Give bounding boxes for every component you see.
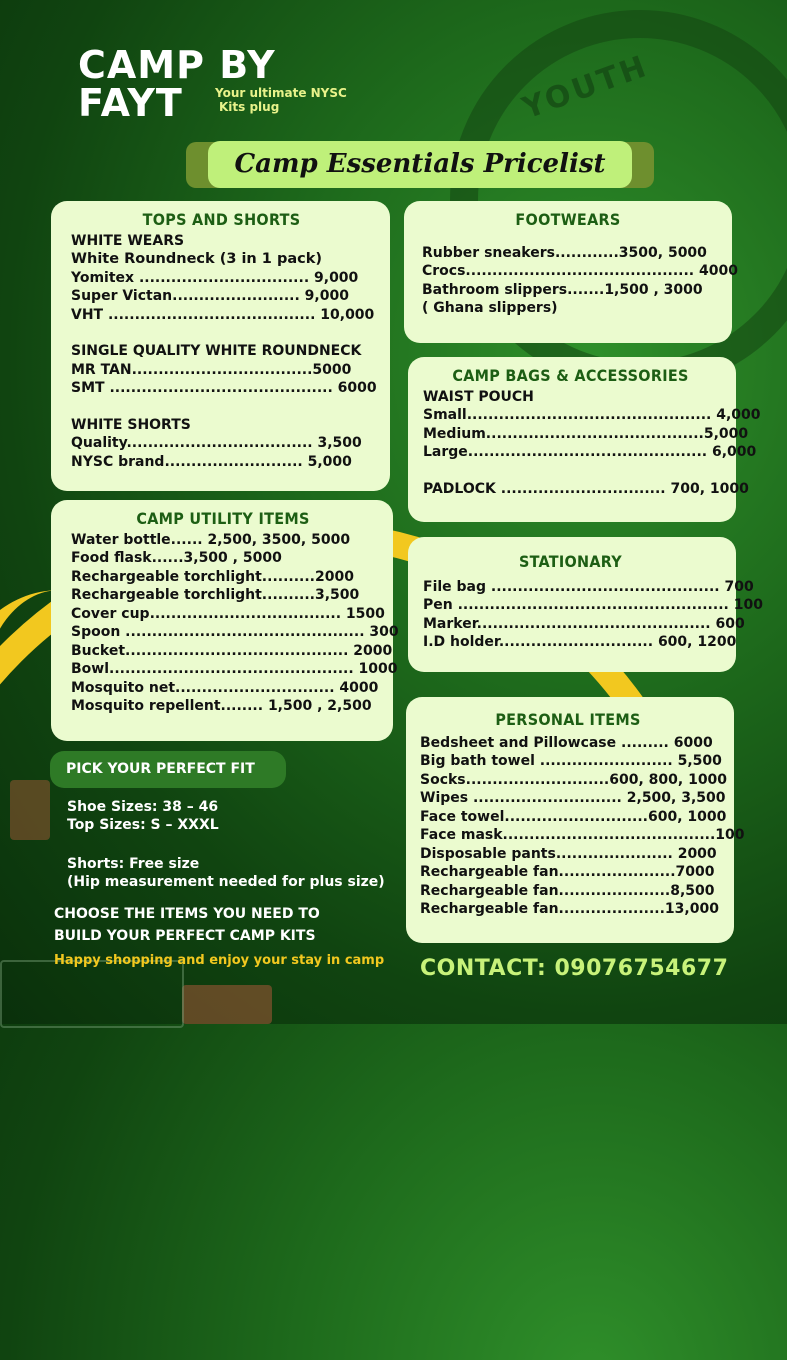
price-row: Yomitex ................................ 9,000 [71, 269, 359, 286]
white-shorts-label: WHITE SHORTS [71, 416, 191, 433]
price-row: Rechargeable fan....................13,000 [420, 901, 719, 917]
price-row: Food flask......3,500 , 5000 [71, 550, 282, 566]
tagline-line1: Your ultimate NYSC [215, 86, 347, 100]
happy-shopping-note: Happy shopping and enjoy your stay in camp [54, 953, 385, 968]
shopping-bag-decoration [182, 985, 272, 1024]
price-row: SMT .......................................... 6000 [71, 380, 377, 396]
price-row: Face mask........................................100 [420, 827, 745, 843]
price-row: VHT ....................................... 10,000 [71, 306, 375, 323]
shopping-cart-decoration [0, 960, 184, 1028]
price-row: MR TAN..................................5000 [71, 361, 352, 378]
brand-name-line1: CAMP BY [78, 43, 276, 87]
price-row: Rechargeable torchlight..........2000 [71, 568, 354, 585]
single-quality-label: SINGLE QUALITY WHITE ROUNDNECK [71, 343, 362, 359]
tops-and-shorts-card [51, 201, 390, 491]
call-to-action [54, 903, 320, 947]
price-row: Big bath towel ......................... 5,500 [420, 753, 722, 769]
price-row: Cover cup.................................... 1500 [71, 605, 385, 622]
cta-line1: CHOOSE THE ITEMS YOU NEED TO [54, 906, 320, 922]
price-row: Mosquito repellent........ 1,500 , 2,500 [71, 698, 372, 714]
tagline-line2: Kits plug [219, 100, 280, 114]
shorts-info [67, 855, 385, 891]
price-row: Mosquito net.............................. 4000 [71, 679, 379, 696]
price-row: Rechargeable fan......................7000 [420, 864, 715, 880]
price-row: Bedsheet and Pillowcase ......... 6000 [420, 734, 713, 751]
cta-line2: BUILD YOUR PERFECT CAMP KITS [54, 928, 316, 944]
price-row: Rechargeable torchlight..........3,500 [71, 587, 360, 603]
brand-name-line2: FAYT [78, 81, 183, 125]
price-row: File bag ........................................... 700 [423, 578, 754, 595]
roundneck-label: White Roundneck (3 in 1 pack) [71, 251, 322, 267]
price-row: Pen ................................................... 100 [423, 597, 763, 613]
price-row: Rechargeable fan.....................8,500 [420, 882, 715, 899]
stationary-card [408, 537, 763, 672]
personal-items-card [406, 697, 745, 943]
price-row: Disposable pants...................... 2000 [420, 845, 717, 862]
price-row: Small.............................................. 4,000 [423, 407, 761, 423]
camp-utility-card [51, 500, 399, 741]
top-sizes: Top Sizes: S – XXXL [67, 817, 219, 833]
footwears-heading: FOOTWEARS [515, 210, 621, 229]
price-row: Bathroom slippers.......1,500 , 3000 [422, 281, 703, 298]
price-row: PADLOCK ............................... 700, 1000 [423, 480, 749, 497]
price-row: Socks...........................600, 800, 1000 [420, 771, 728, 788]
price-row: Wipes ............................ 2,500, 3,500 [420, 790, 726, 806]
shopping-bag-decoration [10, 780, 50, 840]
price-row: Super Victan........................ 9,000 [71, 288, 349, 304]
hip-note: (Hip measurement needed for plus size) [67, 874, 385, 890]
camp-bags-card [408, 357, 761, 522]
tops-heading: TOPS AND SHORTS [142, 210, 301, 229]
price-row: Crocs........................................... 4000 [422, 263, 738, 279]
utility-heading: CAMP UTILITY ITEMS [136, 509, 310, 528]
emblem-watermark-text: YOUTH [517, 48, 654, 127]
price-row: Bucket.......................................... 2000 [71, 642, 393, 659]
price-row: Water bottle...... 2,500, 3500, 5000 [71, 531, 351, 548]
price-row: Large............................................. 6,000 [423, 444, 757, 460]
price-row: Rubber sneakers............3500, 5000 [422, 244, 707, 261]
footwears-card [404, 201, 738, 343]
personal-heading: PERSONAL ITEMS [495, 710, 641, 729]
size-info [67, 798, 219, 834]
price-row: Quality................................... 3,500 [71, 435, 362, 451]
bags-heading: CAMP BAGS & ACCESSORIES [452, 366, 689, 385]
price-row: Spoon ............................................. 300 [71, 624, 399, 640]
price-row: I.D holder............................. 600, 1200 [423, 634, 737, 650]
price-row: NYSC brand.......................... 5,000 [71, 453, 352, 470]
price-row: Face towel...........................600, 1000 [420, 808, 727, 825]
page-title: Camp Essentials Pricelist [208, 141, 632, 188]
price-row: Bowl.............................................. 1000 [71, 661, 398, 677]
contact-phone[interactable]: CONTACT: 09076754677 [420, 956, 729, 981]
waist-pouch-label: WAIST POUCH [423, 388, 534, 405]
price-row: ( Ghana slippers) [422, 300, 558, 316]
brand-tagline [215, 86, 347, 114]
stationary-heading: STATIONARY [518, 552, 623, 571]
white-wears-label: WHITE WEARS [71, 232, 185, 249]
pick-fit-label: PICK YOUR PERFECT FIT [50, 751, 286, 788]
price-row: Marker............................................ 600 [423, 615, 745, 632]
shorts-size: Shorts: Free size [67, 856, 200, 872]
shoe-sizes: Shoe Sizes: 38 – 46 [67, 799, 219, 815]
price-row: Medium.........................................5,000 [423, 425, 749, 442]
